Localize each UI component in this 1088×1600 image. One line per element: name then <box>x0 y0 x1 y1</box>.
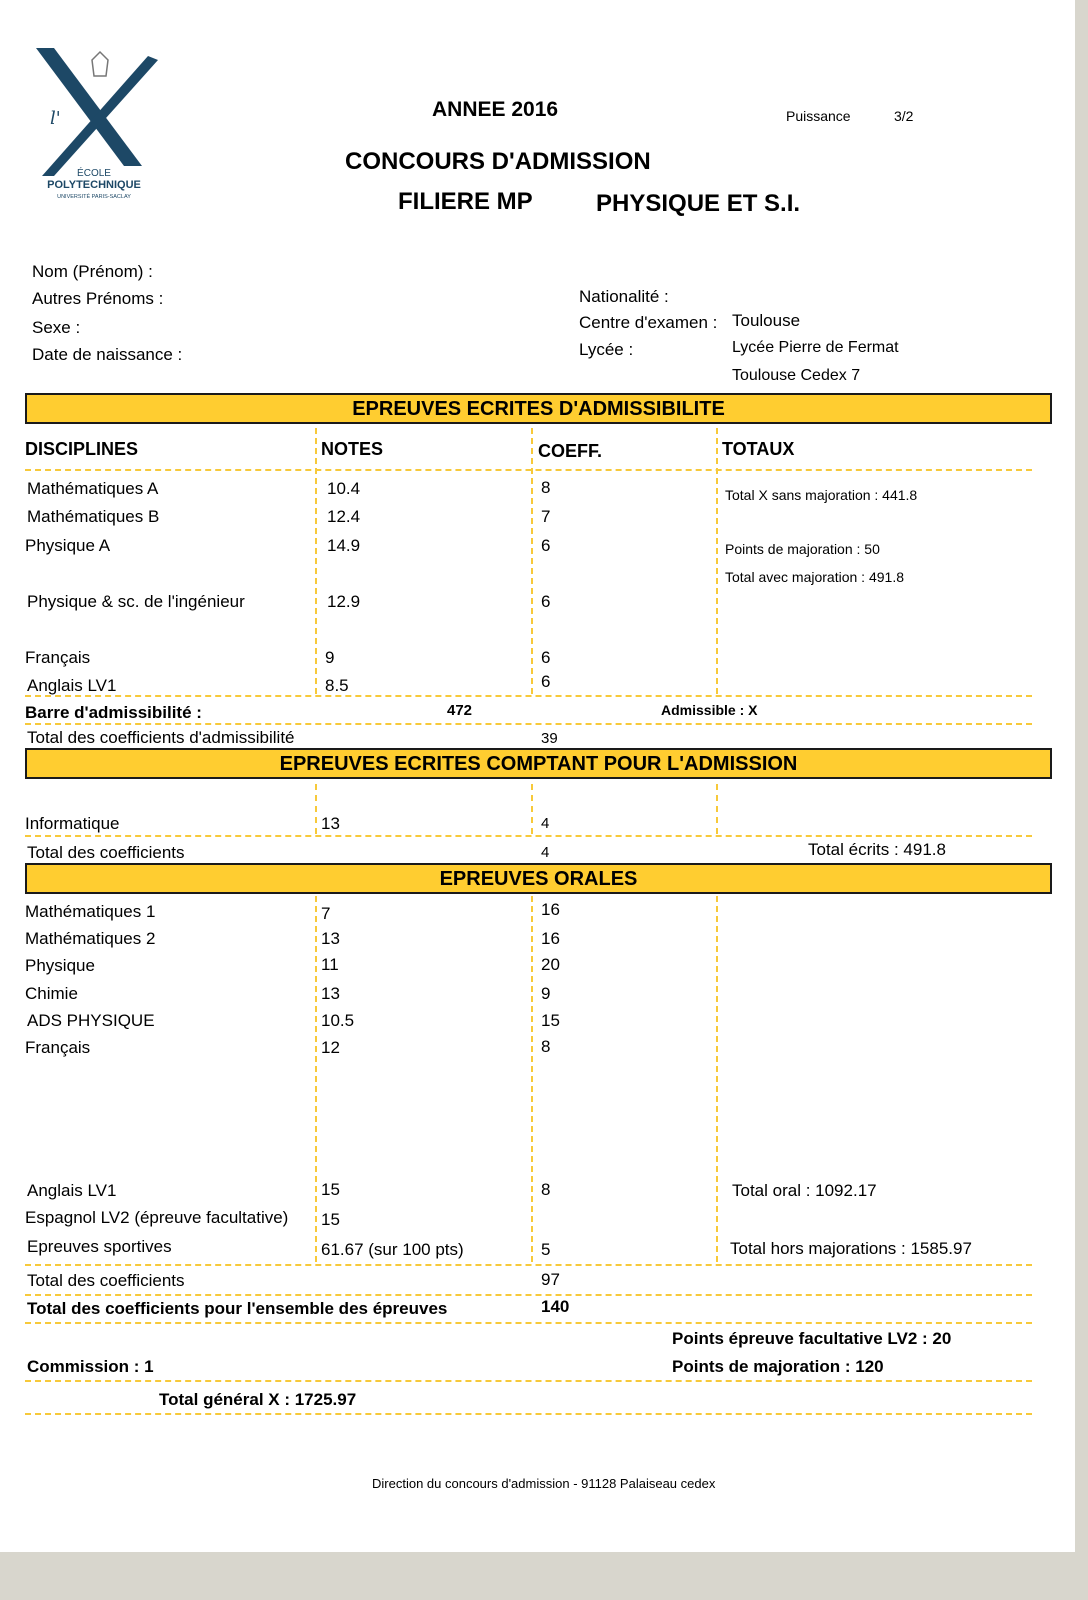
discipline-label: Mathématiques 2 <box>25 929 156 948</box>
discipline-label: Français <box>25 648 91 667</box>
puissance-value: 3/2 <box>894 108 914 124</box>
coeff-value: 4 <box>541 815 550 832</box>
discipline-label: Espagnol LV2 (épreuve facultative) <box>25 1208 289 1227</box>
total-coeff-oraux-value: 97 <box>541 1270 560 1289</box>
section-admission-band: EPREUVES ECRITES COMPTANT POUR L'ADMISSION <box>25 748 1052 779</box>
logo-line1: ÉCOLE <box>77 168 111 179</box>
note-value: 10.5 <box>321 1011 355 1030</box>
discipline-label: Mathématiques B <box>27 507 160 526</box>
col-header-notes: NOTES <box>321 439 384 459</box>
coeff-value: 7 <box>541 507 551 526</box>
coeff-value: 20 <box>541 955 560 974</box>
total-general: Total général X : 1725.97 <box>159 1390 357 1409</box>
discipline-label: Physique & sc. de l'ingénieur <box>27 592 245 611</box>
coeff-value: 9 <box>541 984 551 1003</box>
discipline-label: Physique <box>25 956 95 975</box>
coeff-value: 16 <box>541 900 560 919</box>
note-value: 12 <box>321 1038 340 1057</box>
ecole-polytechnique-logo-icon <box>30 42 162 214</box>
points-majoration-total: Points de majoration : 120 <box>672 1357 884 1376</box>
note-value: 7 <box>321 904 331 923</box>
note-value: 15 <box>321 1180 340 1199</box>
centre-value: Toulouse <box>732 311 801 330</box>
note-value: 13 <box>321 984 340 1003</box>
nationalite-label: Nationalité : <box>579 287 669 306</box>
discipline-label: ADS PHYSIQUE <box>27 1011 155 1030</box>
coeff-value: 6 <box>541 648 551 667</box>
total-ecrits: Total écrits : 491.8 <box>808 840 946 859</box>
date-naissance-label: Date de naissance : <box>32 345 183 364</box>
note-value: 12.4 <box>327 507 361 526</box>
note-value: 9 <box>325 648 335 667</box>
note-value: 11 <box>321 955 339 974</box>
sexe-label: Sexe : <box>32 318 81 337</box>
logo-line3: UNIVERSITÉ PARIS-SACLAY <box>57 194 131 200</box>
logo-script-text: l' <box>50 108 61 129</box>
coeff-value: 6 <box>541 536 551 555</box>
points-majoration-ecrits: Points de majoration : 50 <box>725 541 880 557</box>
discipline-label: Chimie <box>25 984 78 1003</box>
coeff-value: 8 <box>541 1037 551 1056</box>
note-value: 15 <box>321 1210 340 1229</box>
discipline-label: Physique A <box>25 536 111 555</box>
autres-prenoms-label: Autres Prénoms : <box>32 289 164 308</box>
option-title: PHYSIQUE ET S.I. <box>596 190 801 217</box>
note-value: 10.4 <box>327 479 361 498</box>
admissible-status: Admissible : X <box>661 702 758 718</box>
points-lv2: Points épreuve facultative LV2 : 20 <box>672 1329 952 1348</box>
note-value: 61.67 (sur 100 pts) <box>321 1240 464 1259</box>
logo-line2: POLYTECHNIQUE <box>47 179 141 191</box>
commission: Commission : 1 <box>27 1357 154 1376</box>
lycee-label: Lycée : <box>579 340 634 359</box>
col-header-totaux: TOTAUX <box>722 439 795 459</box>
discipline-label: Anglais LV1 <box>27 1181 117 1200</box>
section-admissibilite-band: EPREUVES ECRITES D'ADMISSIBILITE <box>25 393 1052 424</box>
nom-label: Nom (Prénom) : <box>32 262 153 281</box>
total-coeff-ensemble-label: Total des coefficients pour l'ensemble des épreuves <box>27 1299 448 1318</box>
coeff-value: 16 <box>541 929 560 948</box>
total-coeff-admissibilite-label: Total des coefficients d'admissibilité <box>27 728 295 747</box>
total-oral: Total oral : 1092.17 <box>732 1181 877 1200</box>
coeff-value: 8 <box>541 1180 551 1199</box>
discipline-label: Mathématiques 1 <box>25 902 156 921</box>
puissance-label: Puissance <box>786 108 851 124</box>
filiere-title: FILIERE MP <box>398 188 533 215</box>
total-hors-majorations: Total hors majorations : 1585.97 <box>730 1239 972 1258</box>
discipline-label: Informatique <box>25 814 120 833</box>
note-value: 13 <box>321 814 340 833</box>
total-avec-majoration: Total avec majoration : 491.8 <box>725 569 904 585</box>
coeff-value: 6 <box>541 592 551 611</box>
year-title: ANNEE 2016 <box>432 98 559 121</box>
lycee-city: Toulouse Cedex 7 <box>732 367 861 384</box>
discipline-label: Epreuves sportives <box>27 1237 172 1256</box>
total-coeff-admissibilite-value: 39 <box>541 730 558 747</box>
section-oraux-band: EPREUVES ORALES <box>25 863 1052 894</box>
note-value: 12.9 <box>327 592 361 611</box>
coeff-value: 6 <box>541 672 551 691</box>
discipline-label: Anglais LV1 <box>27 676 117 695</box>
coeff-value: 5 <box>541 1240 551 1259</box>
discipline-label: Français <box>25 1038 91 1057</box>
note-value: 14.9 <box>327 536 361 555</box>
barre-admissibilite-value: 472 <box>447 702 473 719</box>
col-header-disciplines: DISCIPLINES <box>25 439 139 459</box>
total-coeff-admission-value: 4 <box>541 844 550 861</box>
coeff-value: 8 <box>541 478 551 497</box>
total-coeff-admission-label: Total des coefficients <box>27 843 185 862</box>
col-header-coeff: COEFF. <box>538 441 603 461</box>
footer-address: Direction du concours d'admission - 91128 Palaiseau cedex <box>372 1476 716 1491</box>
note-value: 8.5 <box>325 676 349 695</box>
centre-label: Centre d'examen : <box>579 313 718 332</box>
coeff-value: 15 <box>541 1011 560 1030</box>
total-sans-majoration: Total X sans majoration : 441.8 <box>725 487 918 503</box>
total-coeff-oraux-label: Total des coefficients <box>27 1271 185 1290</box>
discipline-label: Mathématiques A <box>27 479 159 498</box>
lycee-value: Lycée Pierre de Fermat <box>732 339 899 356</box>
concours-title: CONCOURS D'ADMISSION <box>345 148 651 175</box>
barre-admissibilite-label: Barre d'admissibilité : <box>25 703 202 722</box>
total-coeff-ensemble-value: 140 <box>541 1297 570 1316</box>
note-value: 13 <box>321 929 340 948</box>
